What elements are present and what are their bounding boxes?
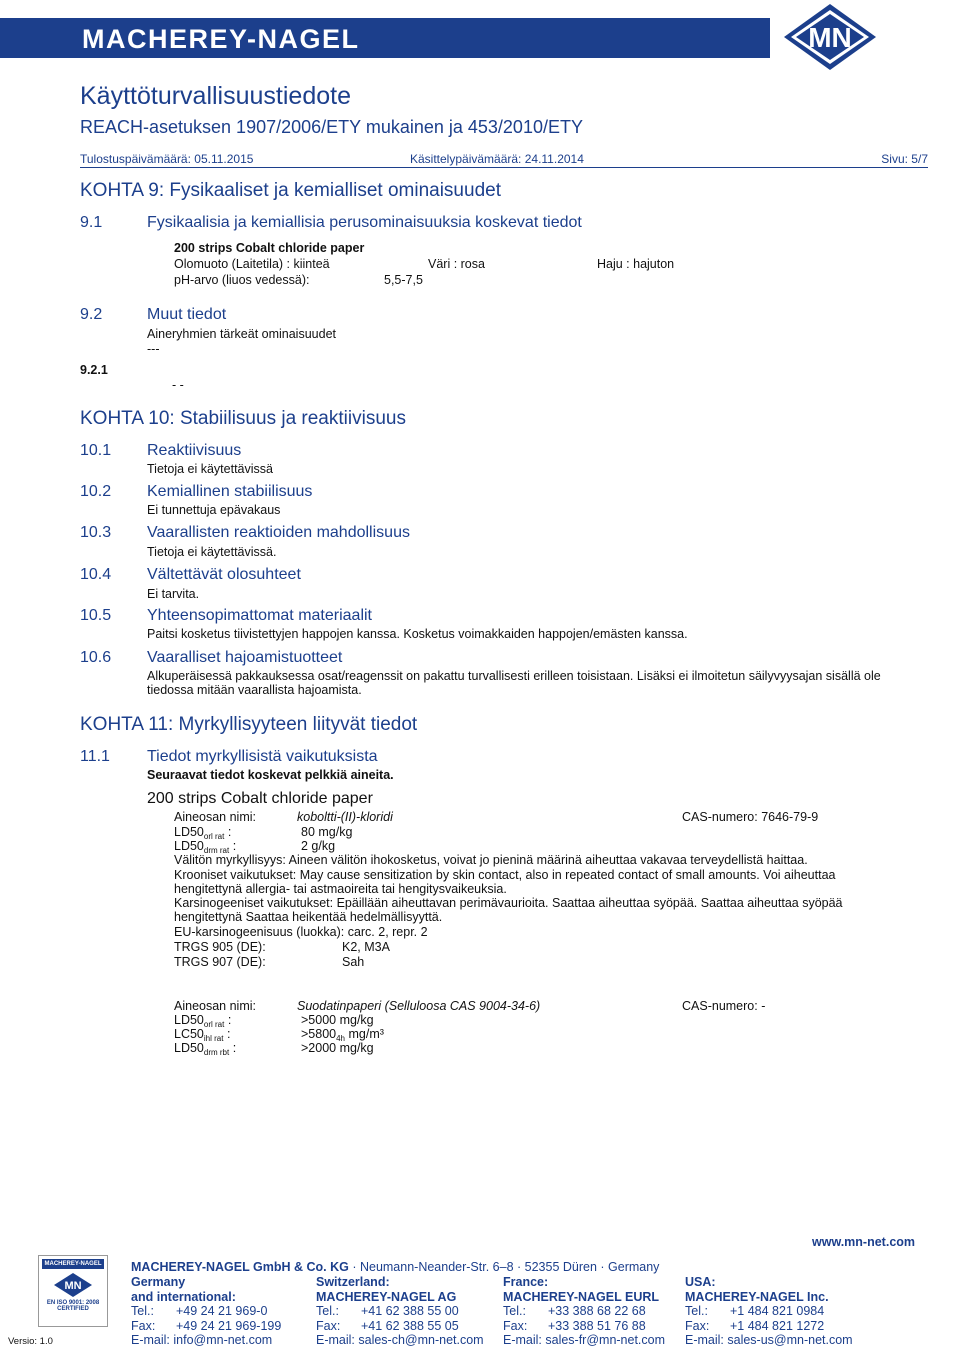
sub1-trgs907-value: Sah <box>342 955 365 969</box>
cert-line-2: CERTIFIED <box>57 1306 89 1312</box>
logo-text: MN <box>808 22 852 53</box>
s11-product: 200 strips Cobalt chloride paper <box>147 790 373 807</box>
s105-text: Paitsi kosketus tiivistettyjen happojen kanssa. Kosketus voimakkaiden happojen/emästen kanssa. <box>147 627 688 641</box>
cert-brand: MACHEREY-NAGEL <box>42 1259 104 1269</box>
ph-label: pH-arvo (liuos vedessä): <box>174 273 310 287</box>
sub1-cas: CAS-numero: 7646-79-9 <box>682 810 819 824</box>
email-usa[interactable]: E-mail: sales-us@mn-net.com <box>685 1333 853 1347</box>
document-subtitle: REACH-asetuksen 1907/2006/ETY mukainen ja 453/2010/ETY <box>80 117 583 137</box>
sub1-name-label: Aineosan nimi: <box>174 810 256 824</box>
s921-dash: - - <box>172 378 184 392</box>
cert-logo-icon <box>53 1272 93 1298</box>
sub2-l3-value: >2000 mg/kg <box>301 1041 374 1055</box>
s104-text: Ei tarvita. <box>147 587 200 601</box>
s92-number: 9.2 <box>80 306 103 323</box>
email-france[interactable]: E-mail: sales-fr@mn-net.com <box>503 1333 666 1347</box>
section-10-title: KOHTA 10: Stabiilisuus ja reaktiivisuus <box>80 408 406 429</box>
s106-number: 10.6 <box>80 649 112 666</box>
s102-text: Ei tunnettuja epävakaus <box>147 503 281 517</box>
version: Versio: 1.0 <box>8 1336 53 1347</box>
s103-number: 10.3 <box>80 524 112 541</box>
s91-number: 9.1 <box>80 214 103 231</box>
sub2-l1-label: $LD50_{orl rat}$ : <box>174 1013 232 1029</box>
sub2-name-label: Aineosan nimi: <box>174 999 256 1013</box>
s103-title: Vaarallisten reaktioiden mahdollisuus <box>147 524 410 541</box>
company-line: MACHEREY-NAGEL GmbH & Co. KG · Neumann-Neander-Str. 6–8 · 52355 Düren · Germany <box>131 1260 660 1274</box>
sub1-ld1-label: $LD50_{orl rat}$ : <box>174 825 232 841</box>
office-france: France: MACHEREY-NAGEL EURL Tel.: +33 388 68 22 68 Fax: +33 388 51 76 88 E-mail: sales-fr@mn-net.com <box>503 1275 666 1347</box>
s102-title: Kemiallinen stabiilisuus <box>147 483 313 500</box>
odor-value: Haju : hajuton <box>597 257 675 271</box>
sub2-l1-value: >5000 mg/kg <box>301 1013 374 1027</box>
sub1-carcinogenic: Karsinogeeniset vaikutukset: Epäillään aiheuttavan perimävaurioita. Saattaa aiheuttaa syöpää. Saattaa aiheuttaa syöpää hengitettynä Saattaa heikentää hedelmällisyyttä. <box>174 896 843 924</box>
office-switzerland: Switzerland: MACHEREY-NAGEL AG Tel.: +41 62 388 55 00 Fax: +41 62 388 55 05 E-mail: sales-ch@mn-net.com <box>316 1275 484 1347</box>
email-switzerland[interactable]: E-mail: sales-ch@mn-net.com <box>316 1333 484 1347</box>
s101-number: 10.1 <box>80 442 112 459</box>
s105-title: Yhteensopimattomat materiaalit <box>147 607 372 624</box>
s111-number: 11.1 <box>80 748 110 765</box>
edit-date: Käsittelypäivämäärä: 24.11.2014 <box>410 152 584 166</box>
sub2-name: Suodatinpaperi (Selluloosa CAS 9004-34-6) <box>297 999 541 1013</box>
s106-text: Alkuperäisessä pakkauksessa osat/reagenssit on pakattu turvallisesti erilleen toisistaan. Lisäksi ei ilmoitetun säilyvyysajan sisällä ole tiedossa mitään vaarallista hajoamista. <box>147 669 881 697</box>
header-rule <box>80 167 928 168</box>
sub1-trgs905-label: TRGS 905 (DE): <box>174 940 266 954</box>
sub1-eu: EU-karsinogeenisuus (luokka): carc. 2, repr. 2 <box>174 925 428 939</box>
sub2-l2-label: $LC50_{ihl rat}$ : <box>174 1027 231 1043</box>
sub1-name: koboltti-(II)-kloridi <box>297 810 393 824</box>
section-9-title: KOHTA 9: Fysikaaliset ja kemialliset ominaisuudet <box>80 180 501 201</box>
mn-logo-icon <box>780 2 880 72</box>
sub1-ld2-label: $LD50_{drm rat}$ : <box>174 839 237 855</box>
sub1-trgs905-value: K2, M3A <box>342 940 390 954</box>
form-value: Olomuoto (Laitetila) : kiinteä <box>174 257 330 271</box>
brand-name: MACHEREY-NAGEL <box>82 24 360 54</box>
cert-line-1: EN ISO 9001: 2008 <box>46 1300 100 1306</box>
sub1-trgs907-label: TRGS 907 (DE): <box>174 955 266 969</box>
s92-title: Muut tiedot <box>147 306 227 323</box>
s101-text: Tietoja ei käytettävissä <box>147 462 273 476</box>
s91-title: Fysikaalisia ja kemiallisia perusominaisuuksia koskevat tiedot <box>147 214 582 231</box>
s111-title: Tiedot myrkyllisistä vaikutuksista <box>147 748 378 765</box>
s106-title: Vaaralliset hajoamistuotteet <box>147 649 343 666</box>
s104-title: Vältettävät olosuhteet <box>147 566 301 583</box>
print-date: Tulostuspäivämäärä: 05.11.2015 <box>80 152 254 166</box>
email-germany[interactable]: E-mail: info@mn-net.com <box>131 1333 273 1347</box>
s92-dash: --- <box>147 342 160 356</box>
s111-note: Seuraavat tiedot koskevat pelkkiä aineita. <box>147 768 394 782</box>
s101-title: Reaktiivisuus <box>147 442 242 459</box>
s104-number: 10.4 <box>80 566 112 583</box>
iso-certificate-badge <box>38 1255 108 1327</box>
s103-text: Tietoja ei käytettävissä. <box>147 545 277 559</box>
sub1-acute: Välitön myrkyllisyys: Aineen välitön ihokosketus, voivat jo pieninä määrinä aiheuttaa vakavaa terveydellistä haittaa. <box>174 853 808 867</box>
sub2-l3-label: $LD50_{drm rbt}$ : <box>174 1041 237 1057</box>
sub1-ld2-value: 2 g/kg <box>301 839 336 853</box>
section-11-title: KOHTA 11: Myrkyllisyyteen liityvät tiedot <box>80 714 418 735</box>
s92-subtitle: Aineryhmien tärkeät ominaisuudet <box>147 327 336 341</box>
website-link[interactable]: www.mn-net.com <box>812 1235 916 1249</box>
office-usa: USA: MACHEREY-NAGEL Inc. Tel.: +1 484 821 0984 Fax: +1 484 821 1272 E-mail: sales-us@mn-net.com <box>685 1275 853 1347</box>
page-number: Sivu: 5/7 <box>881 152 928 166</box>
s105-number: 10.5 <box>80 607 112 624</box>
sub1-ld1-value: 80 mg/kg <box>301 825 353 839</box>
cert-logo-text: MN <box>64 1280 82 1292</box>
sub2-l2-value: $>5800_{4h}$ mg/m³ <box>301 1027 384 1043</box>
color-value: Väri : rosa <box>428 257 485 271</box>
office-germany: Germany and international: Tel.: +49 24 21 969-0 Fax: +49 24 21 969-199 E-mail: info@mn-net.com <box>131 1275 282 1347</box>
s921-number: 9.2.1 <box>80 363 108 377</box>
s102-number: 10.2 <box>80 483 112 500</box>
document-title: Käyttöturvallisuustiedote <box>80 82 351 110</box>
sub1-chronic: Krooniset vaikutukset: May cause sensitization by skin contact, also in repeated contact of small amounts. Voi aiheuttaa hengitettynä allergia- tai astmaoireita tai hengitysvaikeuksia. <box>174 868 836 896</box>
ph-value: 5,5-7,5 <box>384 273 423 287</box>
s9-product: 200 strips Cobalt chloride paper <box>174 241 365 255</box>
sub2-cas: CAS-numero: - <box>682 999 766 1013</box>
